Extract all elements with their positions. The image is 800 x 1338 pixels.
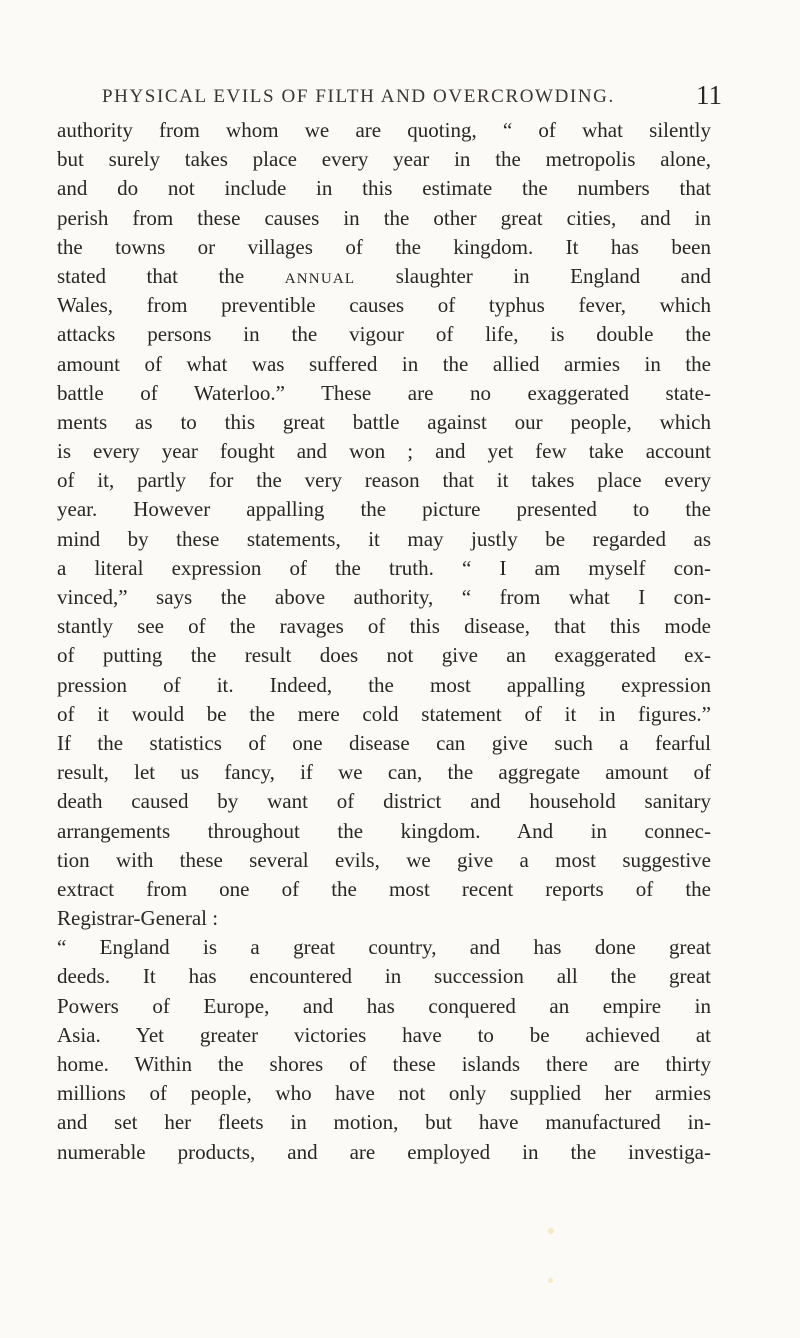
text-line: mind by these statements, it may justly be regarded as [57, 526, 711, 551]
text-line: Powers of Europe, and has conquered an empire in [57, 993, 711, 1018]
text-line: Registrar-General : [57, 906, 219, 931]
text-line: of putting the result does not give an exaggerated ex- [57, 643, 711, 668]
text-line: arrangements throughout the kingdom. And in connec- [57, 818, 711, 843]
text-line: perish from these causes in the other great cities, and in [57, 205, 711, 230]
text-line: death caused by want of district and household sanitary [57, 789, 711, 814]
text-line: stantly see of the ravages of this disease, that this mode [57, 614, 711, 639]
text-line: numerable products, and are employed in the investiga- [57, 1139, 711, 1164]
text-line: If the statistics of one disease can give such a fearful [57, 730, 711, 755]
page-number: 11 [696, 80, 722, 110]
running-head [102, 80, 722, 114]
text-line: and do not include in this estimate the numbers that [57, 176, 711, 201]
body-text [57, 116, 711, 1167]
text-line: is every year fought and won ; and yet few take account [57, 439, 711, 464]
text-line: pression of it. Indeed, the most appalling expression [57, 672, 711, 697]
text-line: battle of Waterloo.” These are no exaggerated state- [57, 380, 711, 405]
text-line: authority from whom we are quoting, “ of what silently [57, 118, 711, 142]
paper-stain [548, 1228, 554, 1234]
text-line: but surely takes place every year in the metropolis alone, [57, 147, 711, 172]
text-line: of it would be the mere cold statement of it in figures.” [57, 701, 711, 726]
running-title: PHYSICAL EVILS OF FILTH AND OVERCROWDING. [102, 86, 615, 107]
small-caps-word: ANNUAL [284, 270, 356, 287]
text-line: “ England is a great country, and has done great [57, 935, 711, 960]
text-line: vinced,” says the above authority, “ from what I con- [57, 585, 711, 609]
paper-stain [548, 1278, 553, 1283]
text-line: year. However appalling the picture presented to the [57, 497, 711, 522]
text-line: stated that the ANNUAL slaughter in England and [57, 263, 711, 288]
text-line: home. Within the shores of these islands there are thirty [57, 1052, 711, 1076]
text-line: deeds. It has encountered in succession all the great [57, 964, 711, 989]
text-line: attacks persons in the vigour of life, is double the [57, 322, 711, 347]
text-line: Wales, from preventible causes of typhus fever, which [57, 293, 711, 318]
text-line: result, let us fancy, if we can, the aggregate amount of [57, 760, 711, 785]
text-line: and set her fleets in motion, but have manufactured in- [57, 1110, 711, 1135]
text-line: Asia. Yet greater victories have to be achieved at [57, 1022, 711, 1047]
text-line: of it, partly for the very reason that it takes place every [57, 468, 711, 493]
text-line: extract from one of the most recent reports of the [57, 876, 711, 901]
text-line: amount of what was suffered in the allied armies in the [57, 351, 711, 376]
text-line: tion with these several evils, we give a most suggestive [57, 847, 711, 872]
text-line: millions of people, who have not only supplied her armies [57, 1081, 711, 1106]
text-line: the towns or villages of the kingdom. It has been [57, 234, 711, 259]
text-line: a literal expression of the truth. “ I am myself con- [57, 555, 711, 580]
text-line: ments as to this great battle against our people, which [57, 409, 711, 434]
